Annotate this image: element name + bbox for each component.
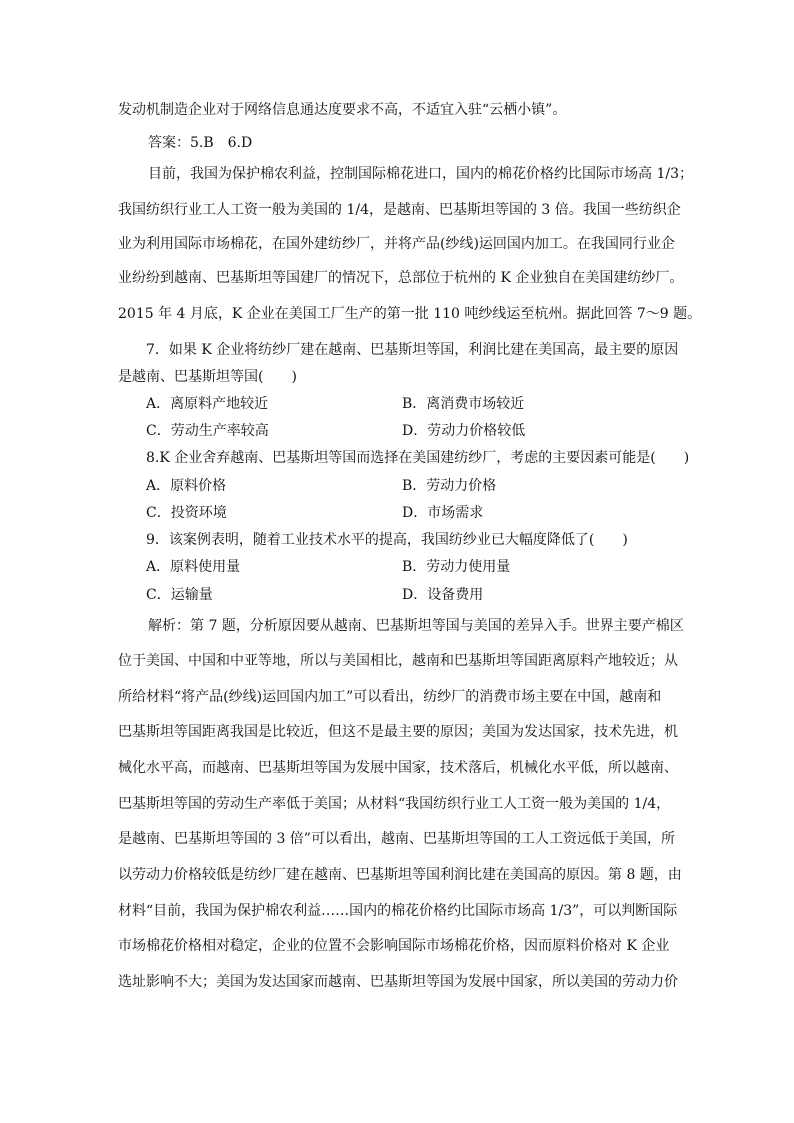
option-q8-b: B．劳动力价格 [402,478,497,494]
option-q9-a: A．原料使用量 [146,559,241,575]
option-q7-d: D．劳动力价格较低 [402,423,526,439]
question-9: 9．该案例表明，随着工业技术水平的提高，我国纺纱业已大幅度降低了( ) [146,532,628,548]
explanation-line: 巴基斯坦等国距离我国是比较近，但这不是最主要的原因；美国为发达国家，技术先进，机 [118,724,678,740]
explanation-line: 解析：第 7 题，分析原因要从越南、巴基斯坦等国与美国的差异入手。世界主要产棉区 [148,618,684,634]
explanation-line: 械化水平高，而越南、巴基斯坦等国为发展中国家，技术落后，机械化水平低，所以越南、 [118,760,678,776]
option-q9-c: C．运输量 [146,587,213,603]
text-line: 业纷纷到越南、巴基斯坦等国建厂的情况下，总部位于杭州的 K 企业独自在美国建纺纱厂。 [118,270,684,286]
option-q7-a: A．离原料产地较近 [146,396,269,412]
question-7-cont: 是越南、巴基斯坦等国( ) [118,369,297,385]
explanation-line: 位于美国、中国和中亚等地，所以与美国相比，越南和巴基斯坦等国距离原料产地较近；从 [118,653,678,669]
explanation-line: 是越南、巴基斯坦等国的 3 倍”可以看出，越南、巴基斯坦等国的工人工资远低于美国，所 [118,831,675,847]
explanation-line: 所给材料“将产品(纱线)运回国内加工”可以看出，纺纱厂的消费市场主要在中国，越南和 [118,689,662,705]
text-line: 我国纺织行业工人工资一般为美国的 1/4，是越南、巴基斯坦等国的 3 倍。我国一些纺织企 [118,202,681,218]
option-q8-d: D．市场需求 [402,505,484,521]
text-line: 发动机制造企业对于网络信息通达度要求不高，不适宜入驻“云栖小镇”。 [118,102,567,118]
text-line: 目前，我国为保护棉农利益，控制国际棉花进口，国内的棉花价格约比国际市场高 1/3； [148,166,693,182]
option-q9-d: D．设备费用 [402,587,484,603]
explanation-line: 材料“目前，我国为保护棉农利益……国内的棉花价格约比国际市场高 1/3”，可以判断国际 [118,903,678,919]
text-line: 业为利用国际市场棉花，在国外建纺纱厂，并将产品(纱线)运回国内加工。在我国同行业企 [118,236,675,252]
text-line: 2015 年 4 月底，K 企业在美国工厂生产的第一批 110 吨纱线运至杭州。据此回答 7～9 题。 [118,306,702,322]
option-q7-b: B．离消费市场较近 [402,396,525,412]
explanation-line: 选址影响不大；美国为发达国家而越南、巴基斯坦等国为发展中国家，所以美国的劳动力价 [118,974,678,990]
explanation-line: 以劳动力价格较低是纺纱厂建在越南、巴基斯坦等国利润比建在美国高的原因。第 8 题，由 [118,867,682,883]
answer-line: 答案：5.B 6.D [148,135,253,151]
question-7: 7．如果 K 企业将纺纱厂建在越南、巴基斯坦等国，利润比建在美国高，最主要的原因 [146,342,679,358]
option-q7-c: C．劳动生产率较高 [146,423,269,439]
explanation-line: 巴基斯坦等国的劳动生产率低于美国；从材料“我国纺织行业工人工资一般为美国的 1/4， [118,796,671,812]
option-q8-a: A．原料价格 [146,478,227,494]
option-q9-b: B．劳动力使用量 [402,559,511,575]
option-q8-c: C．投资环境 [146,505,227,521]
explanation-line: 市场棉花价格相对稳定，企业的位置不会影响国际市场棉花价格，因而原料价格对 K 企业 [118,938,670,954]
question-8: 8.K 企业舍弃越南、巴基斯坦等国而选择在美国建纺纱厂，考虑的主要因素可能是( ) [146,450,690,466]
